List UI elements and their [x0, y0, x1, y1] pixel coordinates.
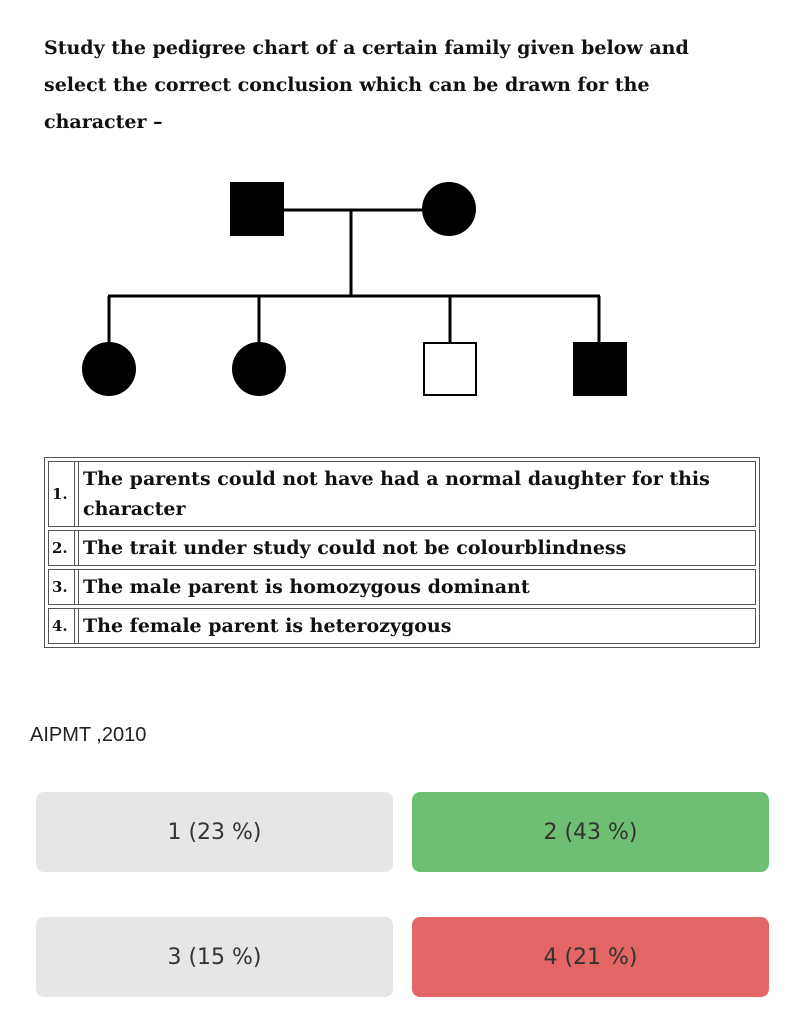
daughter-1-affected	[82, 342, 136, 396]
option-text: The female parent is heterozygous	[78, 609, 755, 643]
answer-button-3[interactable]: 3 (15 %)	[36, 917, 393, 997]
option-row	[48, 569, 756, 605]
question-line-3: character –	[44, 111, 163, 133]
female-parent-affected	[422, 182, 476, 236]
question-text	[44, 30, 764, 141]
option-number: 1.	[49, 462, 75, 526]
option-number: 3.	[49, 570, 75, 604]
option-text: The trait under study could not be colourblindness	[78, 531, 755, 565]
son-normal	[424, 343, 476, 395]
pedigree-chart	[0, 150, 792, 410]
option-text: The male parent is homozygous dominant	[78, 570, 755, 604]
answer-button-4[interactable]: 4 (21 %)	[412, 917, 769, 997]
son-affected	[573, 342, 627, 396]
option-row	[48, 608, 756, 644]
option-number: 4.	[49, 609, 75, 643]
answer-button-2[interactable]: 2 (43 %)	[412, 792, 769, 872]
option-number: 2.	[49, 531, 75, 565]
male-parent-affected	[230, 182, 284, 236]
option-text: The parents could not have had a normal daughter for this character	[78, 462, 755, 526]
question-line-2: select the correct conclusion which can be drawn for the	[44, 74, 650, 96]
daughter-2-affected	[232, 342, 286, 396]
question-line-1: Study the pedigree chart of a certain family given below and	[44, 37, 689, 59]
option-row	[48, 461, 756, 527]
exam-source: AIPMT ,2010	[30, 724, 147, 746]
options-table	[44, 457, 760, 648]
option-row	[48, 530, 756, 566]
answer-button-1[interactable]: 1 (23 %)	[36, 792, 393, 872]
